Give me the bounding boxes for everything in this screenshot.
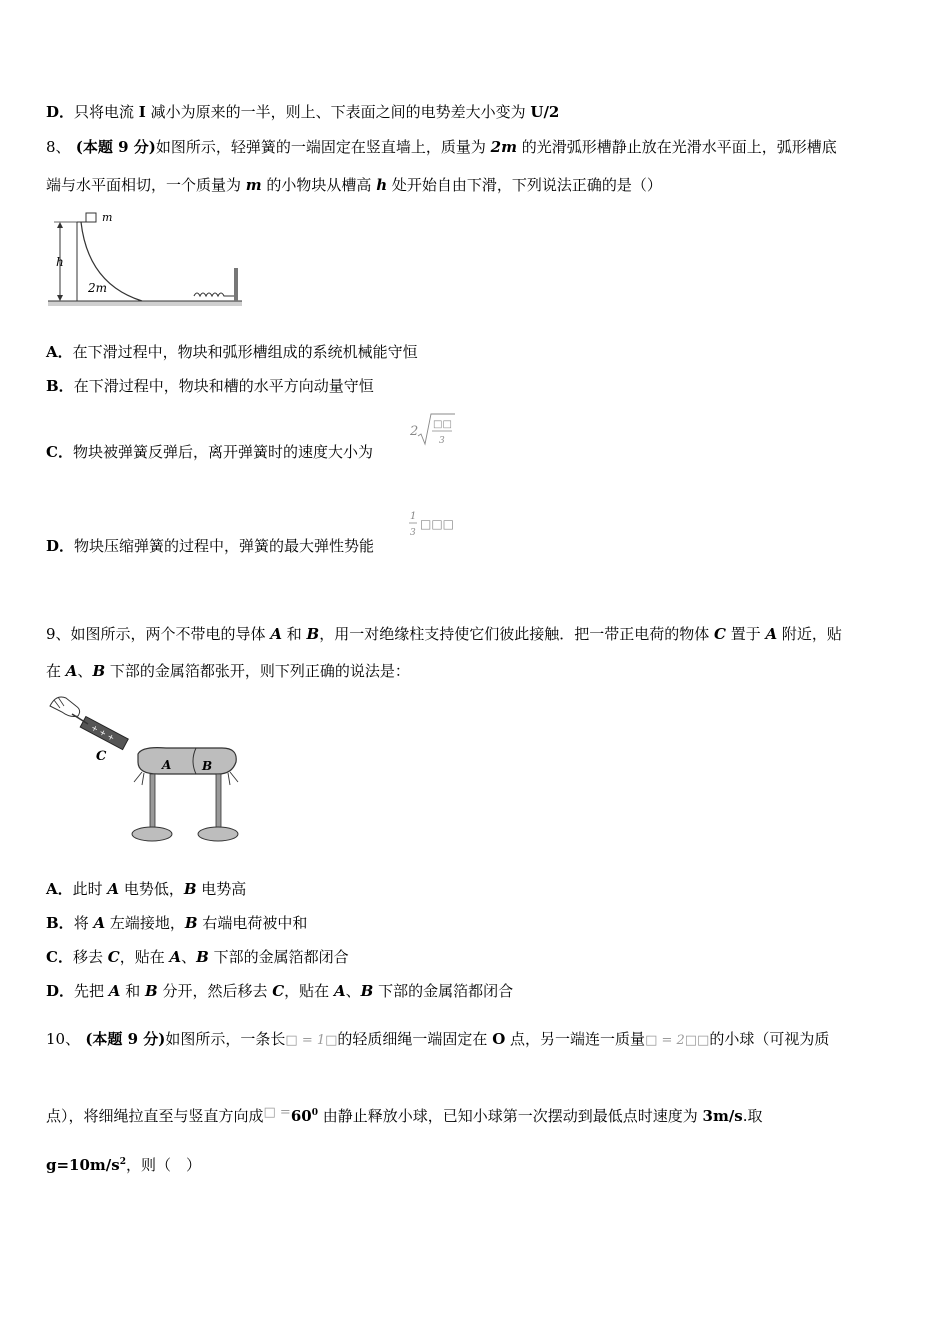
stem-text: 点，另一端连一质量 [505,1030,646,1048]
option-text: 、 [181,948,197,966]
label-2m: 2m [88,281,108,295]
option-text: 此时 [72,880,108,898]
option-text: 将 [73,914,94,932]
stem-text: 如图所示，一条长 [165,1030,286,1048]
label-c: C [96,749,107,764]
angle-value: 60 [290,1107,312,1125]
arrow-head-down [57,295,63,301]
stem-text: 、 [77,662,93,680]
option-var: B [144,982,158,1000]
gravity-value: g=10m/s [46,1156,120,1174]
option-text: 下部的金属箔都闭合 [208,948,349,966]
option-text: 物块压缩弹簧的过程中，弹簧的最大弹性势能 [74,537,375,555]
height-symbol: h [376,176,388,194]
wall [234,268,238,301]
q8-option-d-formula [408,506,468,542]
stem-text: 如图所示，两个不带电的导体 [70,625,271,643]
q10-stem-line2 [46,1103,763,1128]
stem-text: 如图所示，轻弹簧的一端固定在竖直墙上，质量为 [155,138,491,156]
option-var: A [169,948,182,966]
option-label: C． [46,443,73,461]
label-m: m [102,211,113,224]
option-label: B． [46,914,74,932]
option-var: A [93,914,106,932]
option-label: B． [46,377,74,395]
option-label: A． [46,880,73,898]
stem-text: 附近，贴 [777,625,842,643]
stem-text: 点），将细绳拉直至与竖直方向成 [46,1107,264,1125]
point-o: O [492,1030,506,1048]
stem-text: .取 [742,1107,763,1125]
option-text: ，贴在 [119,948,170,966]
q8-option-c [46,442,373,462]
spring [194,293,238,296]
option-text: 下部的金属箔都闭合 [373,982,514,1000]
q9-stem-line1 [46,624,842,644]
option-var: B [196,948,209,966]
arrow-head-up [57,222,63,228]
option-text: 分开，然后移去 [157,982,273,1000]
option-var: B [184,914,198,932]
q9-option-c [46,947,349,967]
voltage-value: U/2 [530,103,560,121]
block-m [86,213,96,222]
var-a: A [765,625,778,643]
q9-option-a [46,879,246,899]
q9-figure [46,692,246,852]
stem-text: 在 [46,662,66,680]
question-score: (本题 9 分) [70,138,156,156]
label-a: A [162,758,172,772]
option-text: 电势低， [119,880,184,898]
option-text: 在下滑过程中，物块和弧形槽组成的系统机械能守恒 [72,343,418,361]
option-text: 右端电荷被中和 [197,914,308,932]
option-var: C [107,948,120,966]
mass-symbol: m [245,176,262,194]
stem-text: ，用一对绝缘柱支持使它们彼此接触．把一带正电荷的物体 [319,625,714,643]
option-label: D． [46,103,75,121]
base-right [198,827,238,841]
length-formula: □ = 1□ [285,1033,338,1048]
option-text: 和 [120,982,145,1000]
charged-rod-c [80,716,128,749]
option-text: 先把 [74,982,109,1000]
var-b: B [306,625,320,643]
stem-text: 由静止释放小球，已知小球第一次摆动到最低点时速度为 [317,1107,703,1125]
angle-symbol: □ = [263,1105,291,1120]
q9-option-d [46,981,513,1001]
question-number: 10、 [46,1030,81,1048]
q8-figure [44,208,244,313]
foil-left [134,772,144,785]
ground-surface [48,301,242,306]
stem-text: 下部的金属箔都张开，则下列正确的说法是： [105,662,410,680]
option-label: D． [46,982,75,1000]
option-text: 物块被弹簧反弹后，离开弹簧时的速度大小为 [72,443,373,461]
option-var: A [333,982,346,1000]
angle-degree: 0 [311,1108,318,1118]
label-b: B [202,759,213,773]
formula-denominator: 3 [439,436,445,446]
mass-symbol: 2m [490,138,517,156]
q9-option-b [46,913,307,933]
q8-option-d [46,536,374,556]
option-text: 移去 [72,948,108,966]
option-text: 、 [345,982,361,1000]
stem-text: 的光滑弧形槽静止放在光滑水平面上，弧形槽底 [516,138,837,156]
gravity-exponent: 2 [119,1157,126,1167]
stem-text: 的小球（可视为质 [709,1030,830,1048]
option-text: 减小为原来的一半，则上、下表面之间的电势差大小变为 [145,103,531,121]
question-number: 9、 [46,625,71,643]
base-left [132,827,172,841]
option-text: 只将电流 [74,103,139,121]
option-text: 左端接地， [105,914,185,932]
support-right [216,774,221,828]
stem-text: 的轻质细绳一端固定在 [337,1030,493,1048]
formula-numerator: □□ [433,419,452,430]
current-symbol: I [138,103,146,121]
q8-option-c-formula [408,410,458,456]
var-b: B [92,662,106,680]
q8-stem-line1 [46,137,837,157]
var-a: A [65,662,78,680]
option-text: 电势高 [196,880,247,898]
stem-text: 端与水平面相切，一个质量为 [46,176,246,194]
q9-stem-line2 [46,661,410,681]
stem-text: ，则（ ） [126,1156,202,1174]
var-a: A [270,625,282,643]
formula-numerator: 1 [410,511,417,522]
formula-coefficient: 2 [410,424,419,439]
option-var: B [183,880,197,898]
foil-right [228,772,238,785]
stem-text: 置于 [725,625,766,643]
stem-text: 的小物块从槽高 [261,176,377,194]
option-text: ，贴在 [284,982,334,1000]
option-label: C． [46,948,73,966]
mass-formula: □ = 2□□ [645,1033,710,1048]
q10-stem-line3 [46,1152,201,1175]
q10-stem-line1 [46,1029,829,1051]
option-var: A [108,982,121,1000]
label-h: h [56,255,64,269]
q8-option-b [46,376,374,396]
var-c: C [713,625,726,643]
formula-tail: □□□ [420,517,455,531]
svg-text:+ + +: + + + [89,722,117,743]
q7-option-d [46,102,559,122]
option-var: B [360,982,374,1000]
q8-stem-line2 [46,175,662,195]
speed-value: 3m/s [702,1107,743,1125]
question-score: (本题 9 分) [80,1030,166,1048]
option-label: A． [46,343,73,361]
support-left [150,774,155,828]
option-var: A [107,880,120,898]
option-var: C [272,982,285,1000]
formula-denominator: 3 [410,528,416,538]
stem-text: 处开始自由下滑，下列说法正确的是（） [387,176,662,194]
option-text: 在下滑过程中，物块和槽的水平方向动量守恒 [73,377,374,395]
option-label: D． [46,537,75,555]
q8-option-a [46,342,418,362]
conductor-body [138,748,236,774]
question-number: 8、 [46,138,71,156]
stem-text: 和 [281,625,307,643]
